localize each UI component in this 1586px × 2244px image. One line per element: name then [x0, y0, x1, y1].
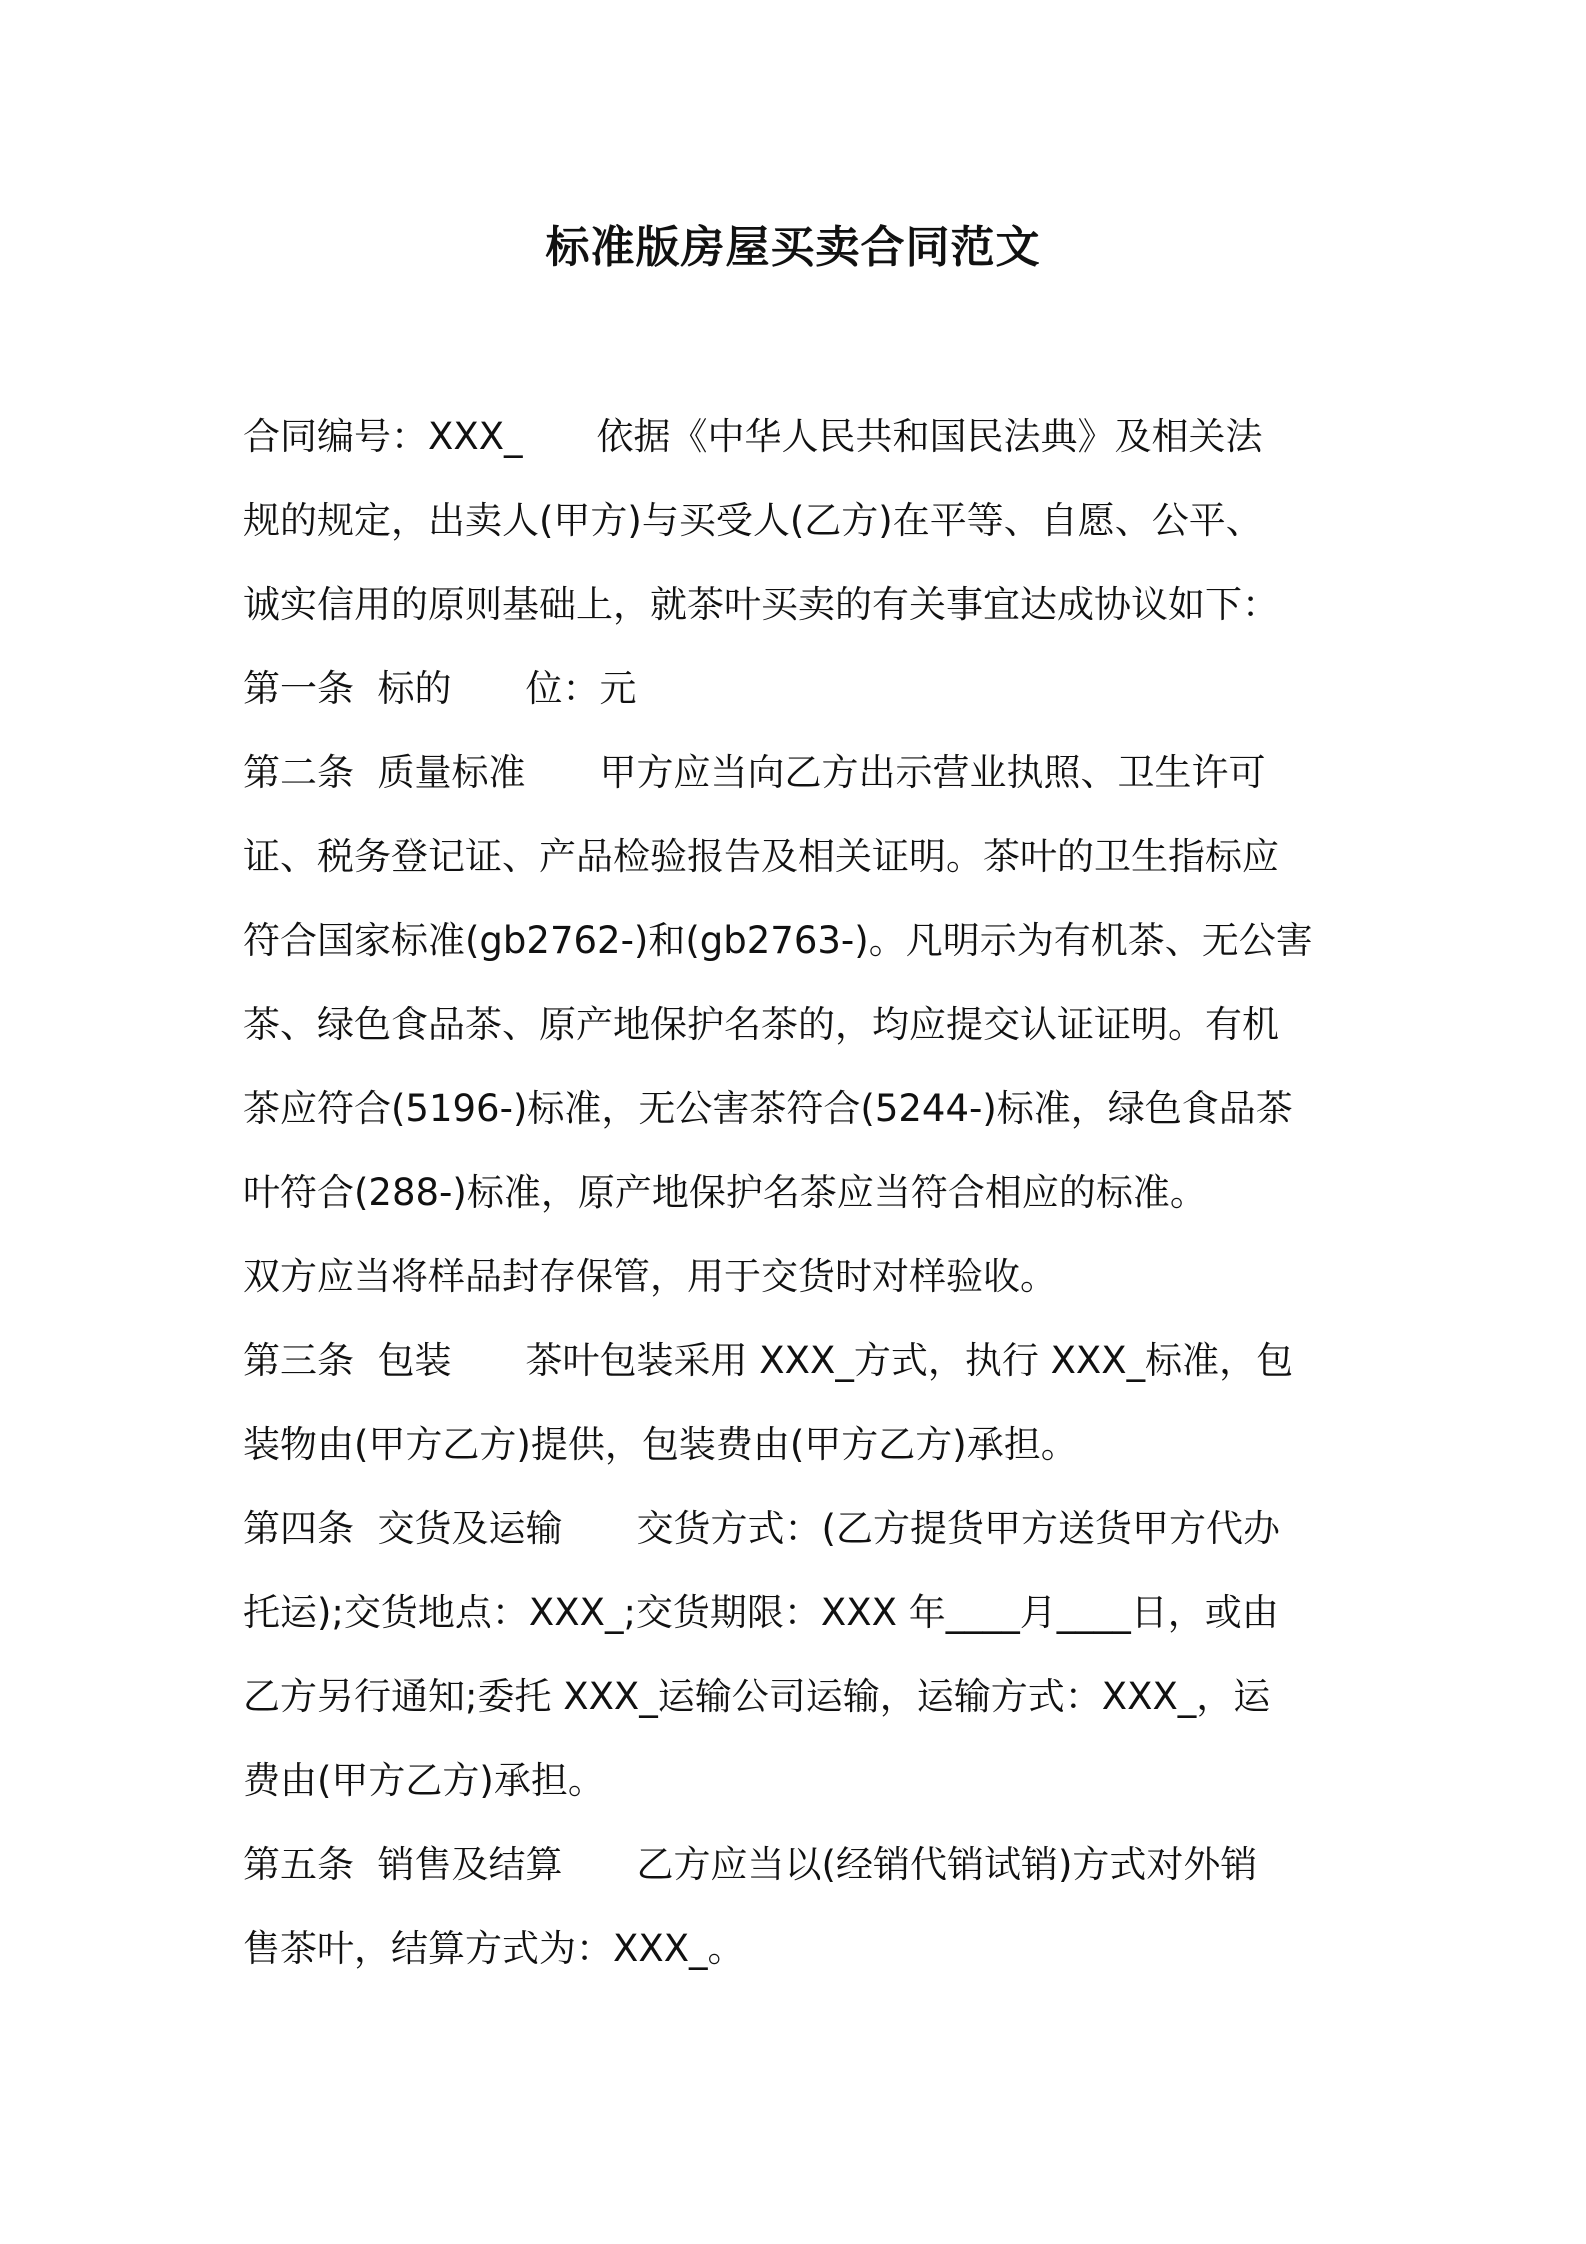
- text-line: 符合国家标准(gb2762-)和(gb2763-)。凡明示为有机茶、无公害: [243, 919, 1313, 962]
- text-line: 合同编号：XXX_ 依据《中华人民共和国民法典》及相关法: [243, 415, 1263, 458]
- article-1-heading: 第一条 标的 位：元: [243, 667, 637, 710]
- text-line: 费由(甲方乙方)承担。: [243, 1759, 605, 1802]
- contract-body: [243, 395, 1353, 1991]
- document-title: 标准版房屋买卖合同范文: [545, 222, 1041, 273]
- text-line: 装物由(甲方乙方)提供，包装费由(甲方乙方)承担。: [243, 1423, 1078, 1466]
- article-2-heading: 第二条 质量标准 甲方应当向乙方出示营业执照、卫生许可: [243, 751, 1266, 794]
- text-line: 乙方另行通知;委托 XXX_运输公司运输，运输方式：XXX_，运: [243, 1675, 1271, 1718]
- text-line: 茶、绿色食品茶、原产地保护名茶的，均应提交认证证明。有机: [243, 1003, 1279, 1046]
- text-line: 证、税务登记证、产品检验报告及相关证明。茶叶的卫生指标应: [243, 835, 1279, 878]
- article-4-heading: 第四条 交货及运输 交货方式：(乙方提货甲方送货甲方代办: [243, 1507, 1280, 1550]
- text-line: 双方应当将样品封存保管，用于交货时对样验收。: [243, 1255, 1057, 1298]
- text-line: 规的规定，出卖人(甲方)与买受人(乙方)在平等、自愿、公平、: [243, 499, 1263, 542]
- text-line: 诚实信用的原则基础上，就茶叶买卖的有关事宜达成协议如下：: [243, 583, 1279, 626]
- article-5-heading: 第五条 销售及结算 乙方应当以(经销代销试销)方式对外销: [243, 1843, 1258, 1886]
- text-line: 叶符合(288-)标准，原产地保护名茶应当符合相应的标准。: [243, 1171, 1207, 1214]
- text-line: 托运);交货地点：XXX_;交货期限：XXX 年____月____日，或由: [243, 1591, 1279, 1634]
- text-line: 售茶叶，结算方式为：XXX_。: [243, 1927, 745, 1970]
- article-3-heading: 第三条 包装 茶叶包装采用 XXX_方式，执行 XXX_标准，包: [243, 1339, 1294, 1382]
- text-line: 茶应符合(5196-)标准，无公害茶符合(5244-)标准，绿色食品茶: [243, 1087, 1293, 1130]
